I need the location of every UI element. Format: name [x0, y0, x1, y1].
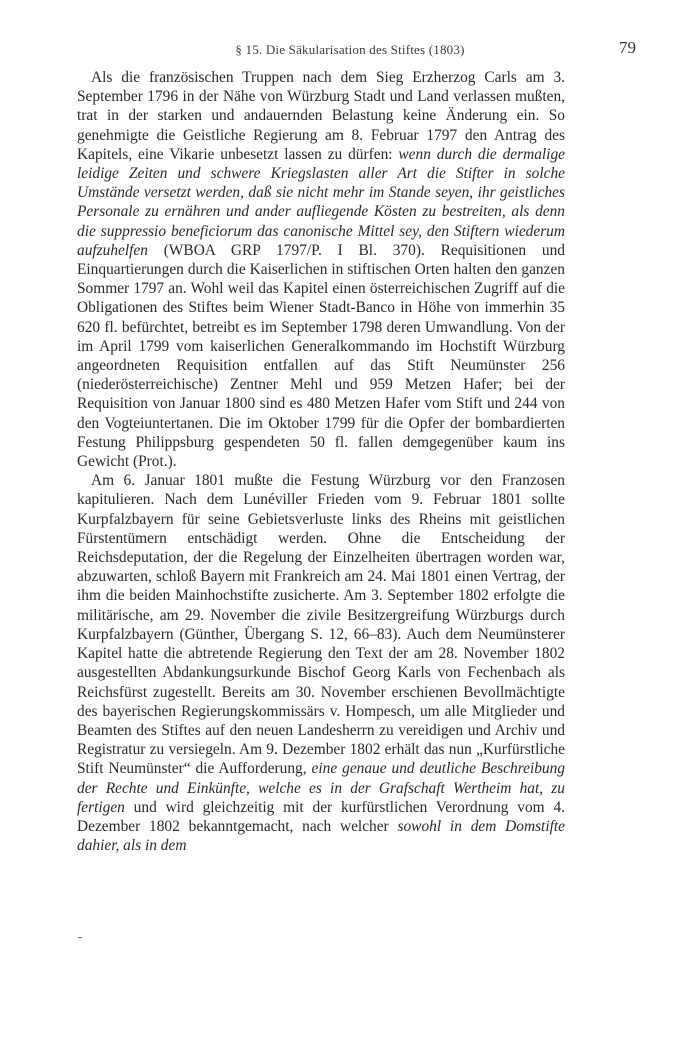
- running-head: [60, 38, 640, 62]
- paragraph-1: [77, 68, 565, 471]
- text-segment: und wird gleichzeitig mit der kurfürstlichen Verordnung vom 4. Dezember 1802 bekanntgemacht, nach welcher: [77, 798, 565, 835]
- running-head-title: § 15. Die Säkularisation des Stiftes (1803): [235, 42, 465, 57]
- body-text: [77, 68, 565, 855]
- text-segment: Als die französischen Truppen nach dem Sieg Erzherzog Carls am 3. September 1796 in der Nähe von Würzburg Stadt und Land verlassen mußten, trat in der starken und andauernden Belastung keine Änderung ein. So genehmigte die Geistliche Regierung am 8. Februar 1797 den Antrag des Kapitels, eine Vikarie unbesetzt lassen zu dürfen:: [77, 69, 565, 163]
- text-segment: (WBOA GRP 1797/P. I Bl. 370). Requisitionen und Einquartierungen durch die Kaiserlichen in stiftischen Orten halten den ganzen Sommer 1797 an. Wohl weil das Kapitel einen österreichischen Zugriff auf die Obligationen des Stiftes beim Wiener Stadt-Banco in Höhe von immerhin 35 620 fl. befürchtet, betreibt es im September 1798 deren Umwandlung. Von der im April 1799 vom kaiserlichen Generalkommando im Hochstift Würzburg angeordneten Requisition entfallen auf das Stift Neumünster 256 (niederösterreichische) Zentner Mehl und 959 Metzen Hafer; bei der Requisition von Januar 1800 sind es 480 Metzen Hafer vom Stift und 244 von den Vogteiuntertanen. Die im Oktober 1799 für die Opfer der bombardierten Festung Philippsburg gespendeten 50 fl. fallen demgegenüber kaum ins Gewicht (Prot.).: [77, 241, 565, 471]
- quoted-source-italic: wenn durch die dermalige leidige Zeiten und schwere Kriegslasten aller Art die Stifter in solche Umstände versetzt werden, daß sie nicht mehr im Stande seyen, ihr geistliches Personale zu ernähren und ander aufliegende Kösten zu bestreiten, als denn die suppressio beneficiorum das canonische Mittel sey, den Stiftern wiederum aufzuhelfen: [77, 145, 565, 259]
- page-number: 79: [619, 38, 636, 57]
- text-segment: Am 6. Januar 1801 mußte die Festung Würzburg vor den Franzosen kapitulieren. Nach dem Lunéviller Frieden vom 9. Februar 1801 sollte Kurpfalzbayern für seine Gebietsverluste links des Rheins mit geistlichen Fürstentümern entschädigt werden. Ohne die Entscheidung der Reichsdeputation, der die Regelung der Einzelheiten übertragen worden war, abzuwarten, schloß Bayern mit Frankreich am 24. Mai 1801 einen Vertrag, der ihm die beiden Mainhochstifte zusicherte. Am 3. September 1802 erfolgte die militärische, am 29. November die zivile Besitzergreifung Würzburgs durch Kurpfalzbayern (Günther, Übergang S. 12, 66–83). Auch dem Neumünsterer Kapitel hatte die abtretende Regierung den Text der am 28. November 1802 ausgestellten Abdankungsurkunde Bischof Georg Karls von Fechenbach als Reichsfürst zugestellt. Bereits am 30. November erschienen Bevollmächtigte des bayerischen Regierungskommissärs v. Hompesch, um alle Mitglieder und Beamten des Stiftes auf den neuen Landesherrn zu vereidigen und Archiv und Registratur zu versiegeln. Am 9. Dezember 1802 erhält das nun „Kurfürstliche Stift Neumünster“ die Aufforderung,: [77, 472, 565, 778]
- print-speck: [78, 937, 82, 938]
- paragraph-2: [77, 471, 565, 855]
- quoted-source-italic: sowohl in dem Domstifte dahier, als in dem: [77, 817, 565, 855]
- quoted-source-italic: eine genaue und deutliche Beschreibung der Rechte und Einkünfte, welche es in der Grafschaft Wertheim hat, zu fertigen: [77, 760, 565, 816]
